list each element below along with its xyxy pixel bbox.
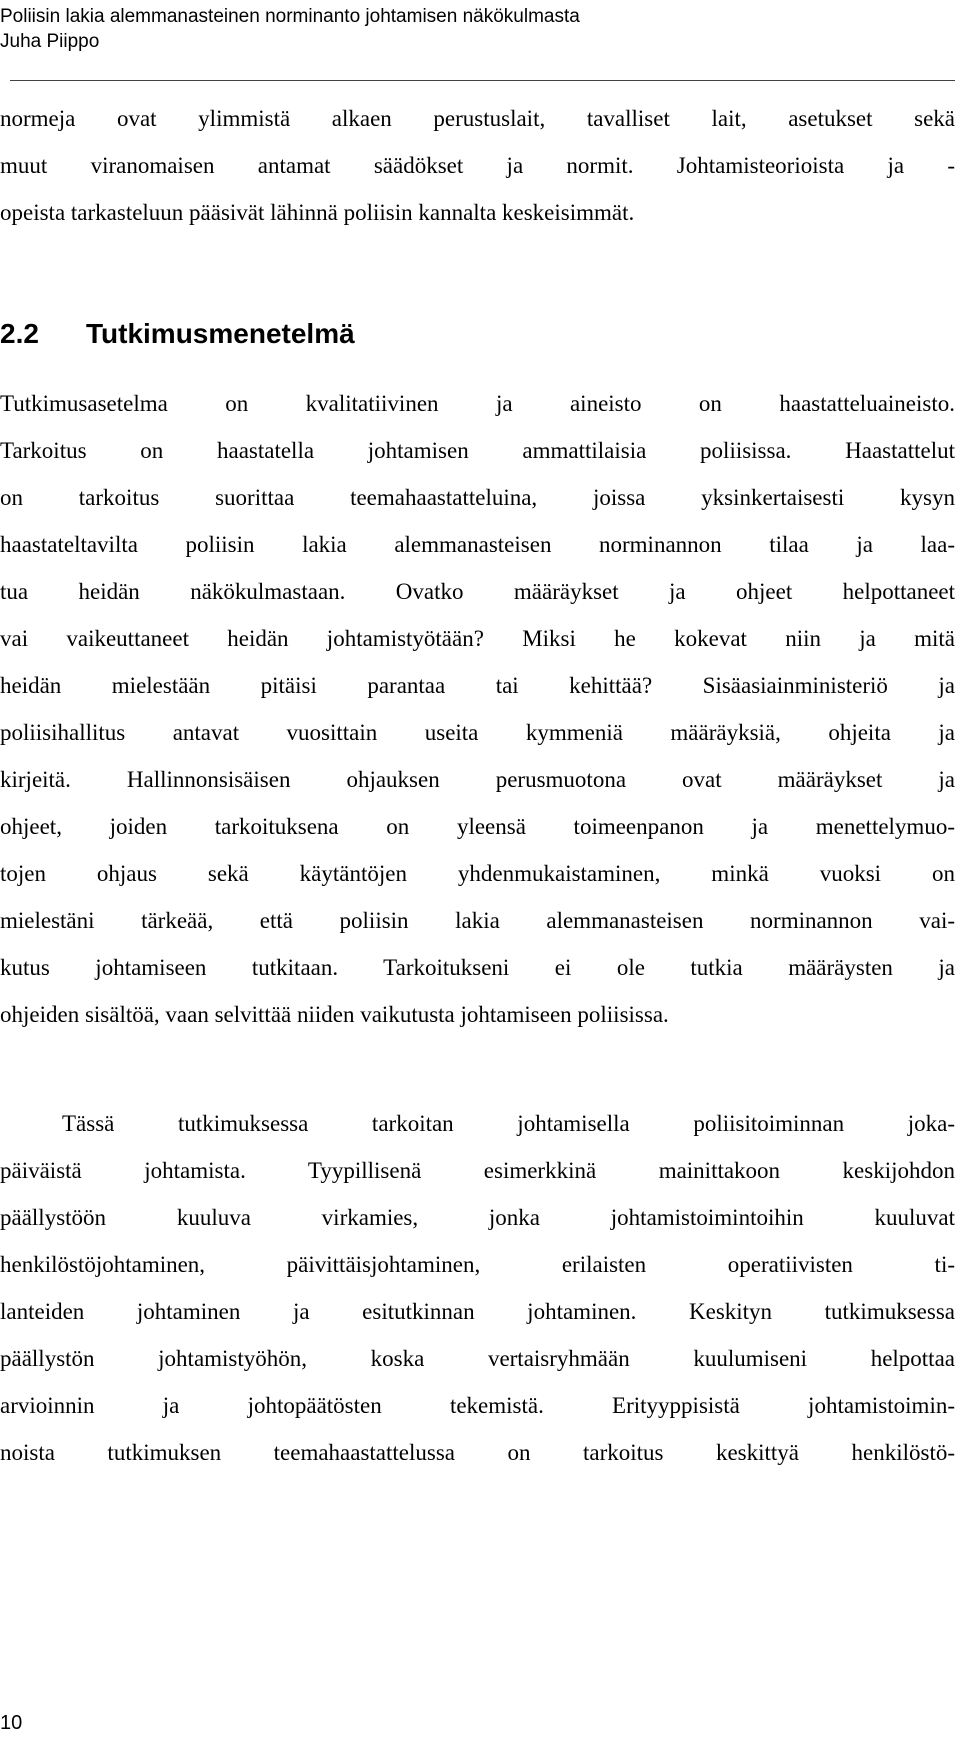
paragraph-method: [0, 380, 955, 1038]
section-number: 2.2: [0, 318, 39, 349]
paragraph-line: Tässä tutkimuksessa tarkoitan johtamisella poliisitoiminnan joka-: [62, 1111, 955, 1136]
document-author: Juha Piippo: [0, 31, 100, 52]
header-divider: [10, 80, 955, 81]
paragraph-line: kirjeitä. Hallinnonsisäisen ohjauksen perusmuotona ovat määräykset ja: [0, 767, 955, 792]
page-number: 10: [0, 1712, 23, 1734]
document-title: Poliisin lakia alemmanasteinen norminanto johtamisen näkökulmasta: [0, 6, 580, 27]
paragraph-line: päiväistä johtamista. Tyypillisenä esimerkkinä mainittakoon keskijohdon: [0, 1158, 955, 1183]
paragraph-line: normeja ovat ylimmistä alkaen perustuslait, tavalliset lait, asetukset sekä: [0, 106, 955, 131]
paragraph-line: on tarkoitus suorittaa teemahaastatteluina, joissa yksinkertaisesti kysyn: [0, 485, 955, 510]
paragraph-line: henkilöstöjohtaminen, päivittäisjohtaminen, erilaisten operatiivisten ti-: [0, 1252, 955, 1277]
paragraph-line: mielestäni tärkeää, että poliisin lakia alemmanasteisen norminannon vai-: [0, 908, 955, 933]
paragraph-line: päällystöön kuuluva virkamies, jonka johtamistoimintoihin kuuluvat: [0, 1205, 955, 1230]
running-header: [0, 4, 580, 54]
section-title: Tutkimusmenetelmä: [86, 318, 355, 349]
paragraph-line: päällystön johtamistyöhön, koska vertaisryhmään kuulumiseni helpottaa: [0, 1346, 955, 1371]
paragraph-line: opeista tarkasteluun pääsivät lähinnä poliisin kannalta keskeisimmät.: [0, 200, 635, 225]
paragraph-line: haastateltavilta poliisin lakia alemmanasteisen norminannon tilaa ja laa-: [0, 532, 955, 557]
paragraph-line: tojen ohjaus sekä käytäntöjen yhdenmukaistaminen, minkä vuoksi on: [0, 861, 955, 886]
paragraph-line: Tutkimusasetelma on kvalitatiivinen ja aineisto on haastatteluaineisto.: [0, 391, 955, 416]
paragraph-line: ohjeet, joiden tarkoituksena on yleensä toimeenpanon ja menettelymuo-: [0, 814, 955, 839]
paragraph-line: ohjeiden sisältöä, vaan selvittää niiden vaikutusta johtamiseen poliisissa.: [0, 1002, 669, 1027]
paragraph-line: kutus johtamiseen tutkitaan. Tarkoitukseni ei ole tutkia määräysten ja: [0, 955, 955, 980]
paragraph-line: muut viranomaisen antamat säädökset ja normit. Johtamisteorioista ja -: [0, 153, 955, 178]
paragraph-line: vai vaikeuttaneet heidän johtamistyötään? Miksi he kokevat niin ja mitä: [0, 626, 955, 651]
paragraph-line: arvioinnin ja johtopäätösten tekemistä. Erityyppisistä johtamistoimin-: [0, 1393, 955, 1418]
paragraph-line: lanteiden johtaminen ja esitutkinnan johtaminen. Keskityn tutkimuksessa: [0, 1299, 955, 1324]
paragraph-line: heidän mielestään pitäisi parantaa tai kehittää? Sisäasiainministeriö ja: [0, 673, 955, 698]
section-heading: [0, 314, 355, 354]
paragraph-line: poliisihallitus antavat vuosittain useita kymmeniä määräyksiä, ohjeita ja: [0, 720, 955, 745]
paragraph-definition: [0, 1100, 955, 1476]
paragraph-line: Tarkoitus on haastatella johtamisen ammattilaisia poliisissa. Haastattelut: [0, 438, 955, 463]
paragraph-line: noista tutkimuksen teemahaastattelussa on tarkoitus keskittyä henkilöstö-: [0, 1440, 955, 1465]
paragraph-intro: [0, 95, 955, 236]
paragraph-line: tua heidän näkökulmastaan. Ovatko määräykset ja ohjeet helpottaneet: [0, 579, 955, 604]
